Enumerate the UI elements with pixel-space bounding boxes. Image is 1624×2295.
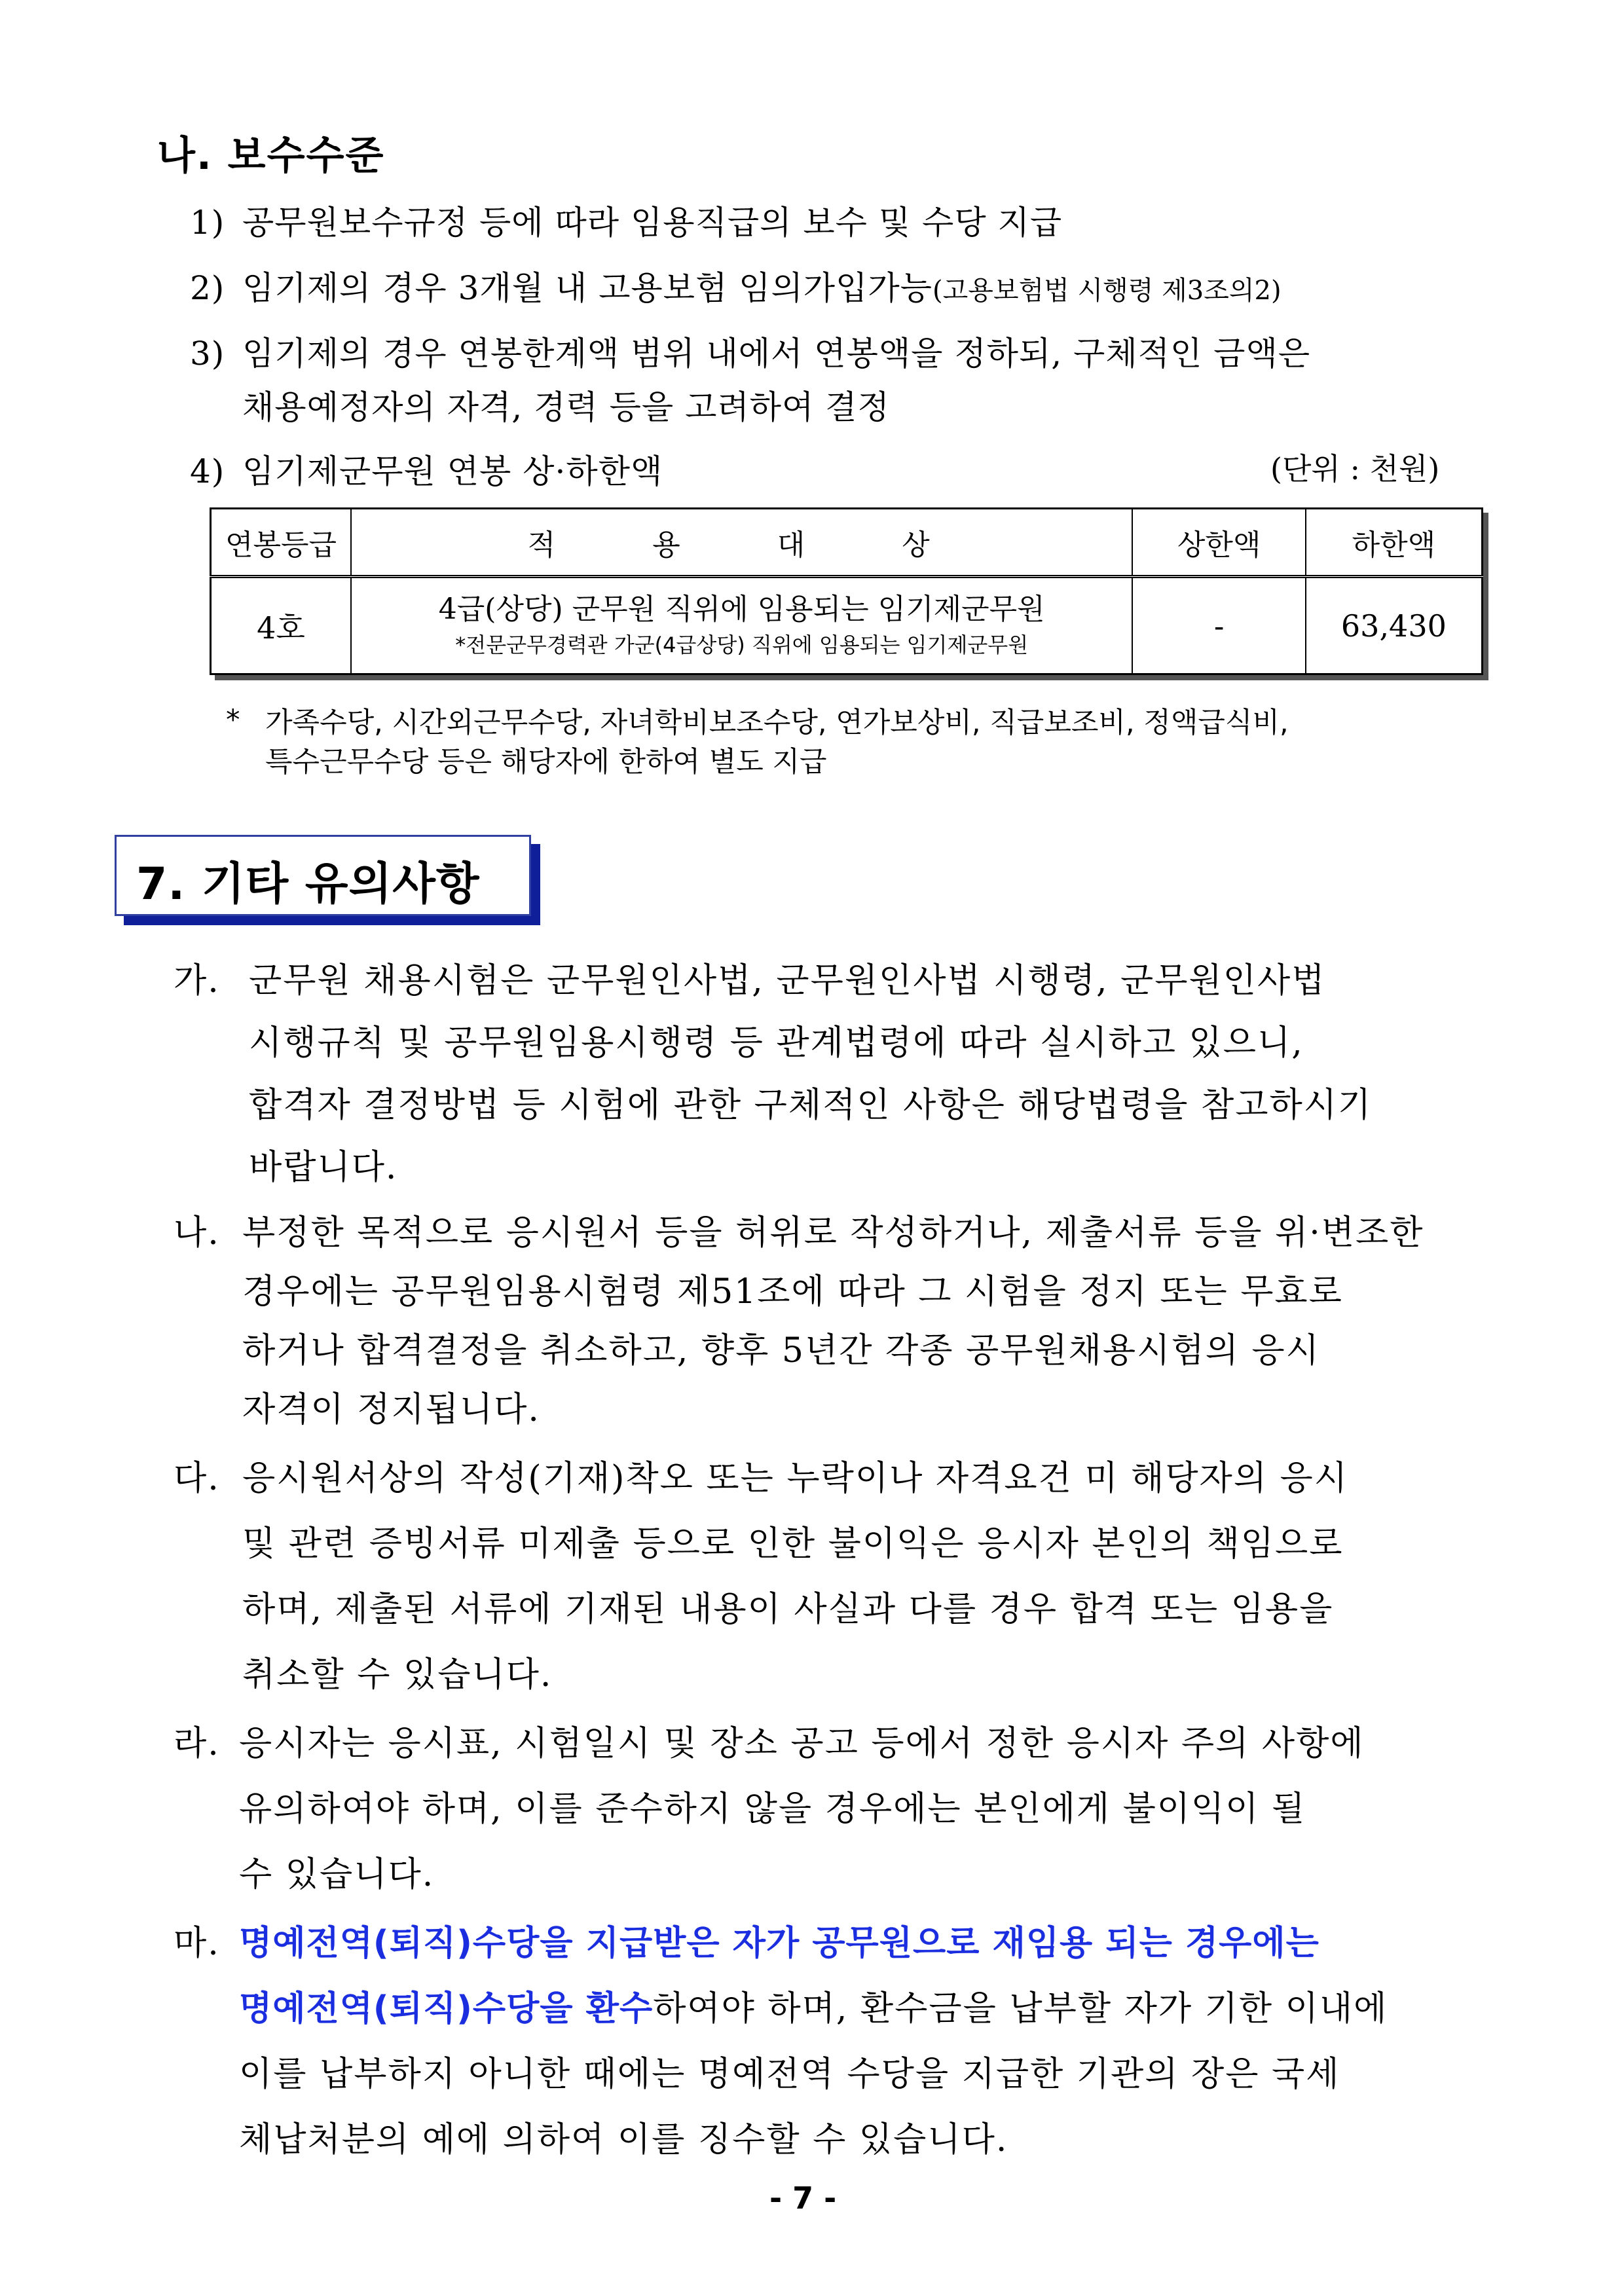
paragraph-line: 체납처분의 예에 의하여 이를 징수할 수 있습니다. bbox=[239, 2120, 1008, 2159]
list-item bbox=[190, 445, 663, 492]
section-heading-pay-level: 나. 보수수준 bbox=[157, 133, 385, 179]
paragraph-line: 경우에는 공무원임용시험령 제51조에 따라 그 시험을 정지 또는 무효로 bbox=[242, 1272, 1343, 1312]
column-header-lower: 하한액 bbox=[1306, 509, 1483, 577]
paragraph-line: 군무원 채용시험은 군무원인사법, 군무원인사법 시행령, 군무원인사법 bbox=[249, 961, 1326, 1001]
footnote-mark: * bbox=[226, 704, 240, 737]
paragraph-marker: 가. bbox=[174, 961, 220, 1001]
emphasis-line: 명예전역(퇴직)수당을 지급받은 자가 공무원으로 재임용 되는 경우에는 bbox=[239, 1924, 1320, 1963]
column-header-grade: 연봉등급 bbox=[211, 509, 352, 577]
paragraph-line: 및 관련 증빙서류 미제출 등으로 인한 불이익은 응시자 본인의 책임으로 bbox=[242, 1524, 1344, 1564]
target-note: *전문군무경력관 가군(4급상당) 직위에 임용되는 임기제군무원 bbox=[455, 632, 1029, 657]
page-number: - 7 - bbox=[769, 2180, 837, 2216]
paragraph-line: 하며, 제출된 서류에 기재된 내용이 사실과 다를 경우 합격 또는 임용을 bbox=[242, 1590, 1334, 1629]
cell-lower: 63,430 bbox=[1306, 577, 1483, 674]
paragraph-line: 유의하여야 하며, 이를 준수하지 않을 경우에는 본인에게 불이익이 될 bbox=[239, 1790, 1306, 1829]
target-text: 4급(상당) 군무원 직위에 임용되는 임기제군무원 bbox=[438, 592, 1045, 626]
cell-grade: 4호 bbox=[211, 577, 352, 674]
item-number: 4) bbox=[190, 452, 225, 490]
item-number: 1) bbox=[190, 204, 225, 242]
paragraph-marker: 다. bbox=[174, 1459, 220, 1498]
paragraph-marker: 나. bbox=[174, 1213, 220, 1253]
paragraph-line: 수 있습니다. bbox=[239, 1855, 435, 1894]
paragraph-marker: 라. bbox=[174, 1724, 220, 1763]
item-text: 공무원보수규정 등에 따라 임용직급의 보수 및 수당 지급 bbox=[242, 204, 1063, 242]
footnote-line: 가족수당, 시간외근무수당, 자녀학비보조수당, 연가보상비, 직급보조비, 정액급식비, bbox=[265, 707, 1289, 739]
item-number: 2) bbox=[190, 269, 225, 307]
paragraph-line: 하거나 합격결정을 취소하고, 향후 5년간 각종 공무원채용시험의 응시 bbox=[242, 1331, 1320, 1370]
column-header-upper: 상한액 bbox=[1132, 509, 1305, 577]
paragraph-line: 취소할 수 있습니다. bbox=[242, 1655, 553, 1695]
paragraph-line: 이를 납부하지 아니한 때에는 명예전역 수당을 지급한 기관의 장은 국세 bbox=[239, 2055, 1340, 2094]
paragraph-line: 시행규칙 및 공무원임용시행령 등 관계법령에 따라 실시하고 있으니, bbox=[249, 1023, 1304, 1063]
paragraph-line: 부정한 목적으로 응시원서 등을 허위로 작성하거나, 제출서류 등을 위·변조한 bbox=[242, 1213, 1424, 1253]
item-reference: (고용보험법 시행령 제3조의2) bbox=[932, 276, 1282, 306]
cell-target bbox=[351, 577, 1132, 674]
item-text: 임기제의 경우 3개월 내 고용보험 임의가입가능 bbox=[242, 269, 932, 307]
paragraph-line: 응시원서상의 작성(기재)착오 또는 누락이나 자격요건 미 해당자의 응시 bbox=[242, 1459, 1349, 1498]
paragraph-marker: 마. bbox=[174, 1924, 220, 1963]
item-text: 임기제군무원 연봉 상·하한액 bbox=[242, 452, 663, 490]
paragraph-line: 응시자는 응시표, 시험일시 및 장소 공고 등에서 정한 응시자 주의 사항에 bbox=[239, 1724, 1365, 1763]
paragraph-line: 합격자 결정방법 등 시험에 관한 구체적인 사항은 해당법령을 참고하시기 bbox=[249, 1086, 1373, 1125]
item-text: 임기제의 경우 연봉한계액 범위 내에서 연봉액을 정하되, 구체적인 금액은 bbox=[242, 335, 1311, 373]
list-item bbox=[190, 196, 1062, 244]
section-title: 7. 기타 유의사항 bbox=[136, 858, 480, 910]
footnote-line: 특수근무수당 등은 해당자에 한하여 별도 지급 bbox=[265, 746, 827, 779]
paragraph-line: 바랍니다. bbox=[249, 1148, 398, 1187]
table-header-row bbox=[211, 509, 1483, 577]
table-row bbox=[211, 577, 1483, 674]
salary-table bbox=[210, 507, 1483, 675]
column-header-target: 적 용 대 상 bbox=[351, 509, 1132, 577]
paragraph-line: 자격이 정지됩니다. bbox=[242, 1390, 540, 1429]
list-item bbox=[190, 327, 1310, 375]
list-item bbox=[190, 262, 1282, 309]
list-item-continuation: 채용예정자의 자격, 경력 등을 고려하여 결정 bbox=[242, 388, 890, 426]
emphasis-text: 명예전역(퇴직)수당을 환수 bbox=[239, 1989, 654, 2029]
cell-upper: - bbox=[1132, 577, 1305, 674]
section-title-box bbox=[115, 835, 531, 916]
paragraph-text: 하여야 하며, 환수금을 납부할 자가 기한 이내에 bbox=[653, 1989, 1388, 2029]
item-number: 3) bbox=[190, 335, 225, 373]
paragraph-line bbox=[239, 1981, 1388, 2030]
unit-label: (단위 : 천원) bbox=[1270, 451, 1440, 487]
